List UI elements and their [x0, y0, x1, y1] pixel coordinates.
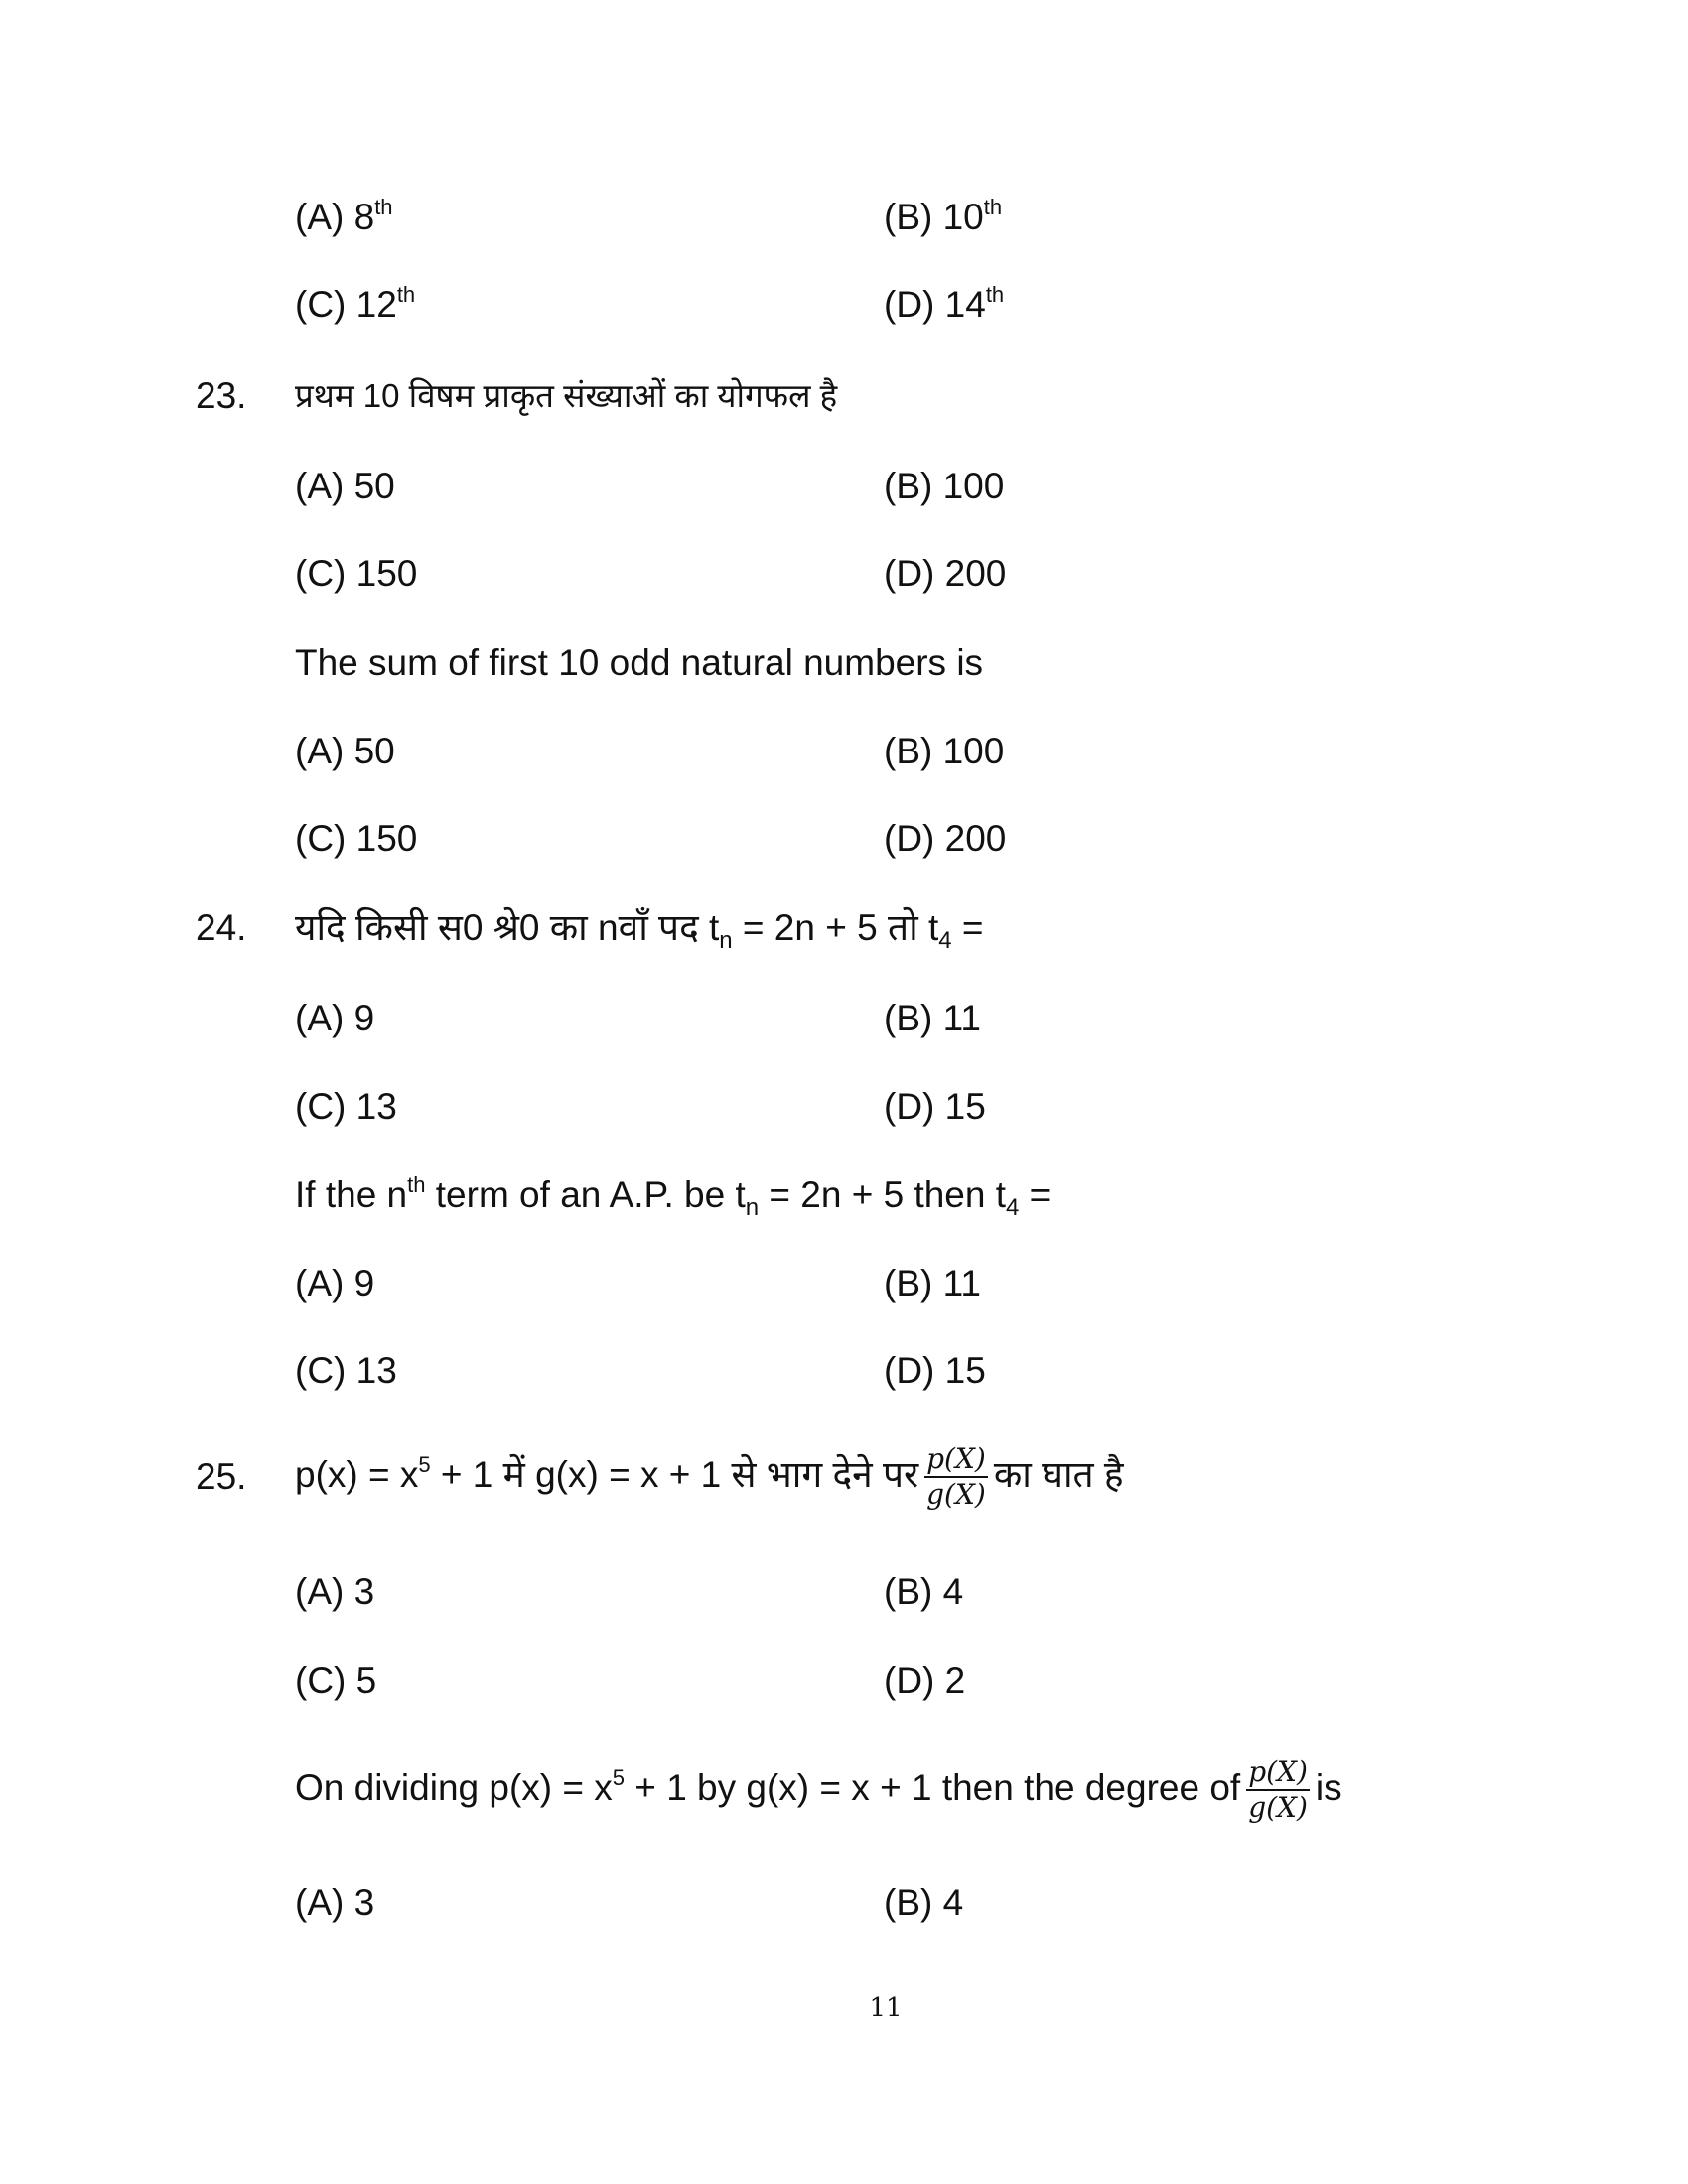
- superscript: 5: [418, 1452, 431, 1477]
- superscript: th: [407, 1172, 426, 1197]
- q24-en-option-b: (B) 11: [884, 1263, 982, 1303]
- q22-option-d: [884, 283, 1004, 327]
- fraction: [924, 1442, 988, 1512]
- q22-option-c: [295, 283, 415, 327]
- q24-number: 24.: [196, 907, 247, 948]
- fraction-denominator: g(X): [926, 1478, 986, 1512]
- q22-option-b: [884, 196, 1002, 239]
- option-text: (A) 8: [295, 197, 375, 237]
- q23-hi-option-b: (B) 100: [884, 466, 1005, 506]
- superscript: th: [374, 195, 393, 219]
- q23-en-option-c: (C) 150: [295, 818, 418, 859]
- q25-en-option-b: (B) 4: [884, 1882, 964, 1923]
- text: =: [951, 907, 984, 948]
- option-text: (B) 10: [884, 197, 984, 237]
- q24-en-option-a: (A) 9: [295, 1263, 375, 1303]
- text: यदि किसी स0 श्रे0 का nवाँ पद t: [295, 907, 720, 948]
- superscript: th: [396, 282, 416, 307]
- q23-en-option-a: (A) 50: [295, 731, 395, 771]
- q23-hi-option-c: (C) 150: [295, 553, 418, 594]
- q23-en-option-d: (D) 200: [884, 818, 1007, 859]
- subscript: 4: [1006, 1194, 1020, 1221]
- q23-english-question: The sum of first 10 odd natural numbers is: [295, 642, 984, 683]
- text: = 2n + 5 तो t: [732, 907, 939, 948]
- option-text: (D) 14: [884, 284, 986, 325]
- text: term of an A.P. be t: [425, 1174, 746, 1215]
- fraction-numerator: p(X): [1246, 1755, 1310, 1791]
- q25-hi-option-d: (D) 2: [884, 1660, 966, 1701]
- text: On dividing p(x) = x: [295, 1767, 613, 1808]
- text: + 1 में g(x) = x + 1 से भाग देने पर: [430, 1454, 919, 1495]
- q24-hi-option-a: (A) 9: [295, 998, 375, 1038]
- q24-en-option-d: (D) 15: [884, 1350, 986, 1391]
- superscript: th: [985, 282, 1005, 307]
- q24-english-question: [295, 1172, 1052, 1221]
- page-number: 11: [869, 1993, 903, 2023]
- q24-hindi-question: [295, 906, 984, 954]
- fraction-numerator: p(X): [924, 1442, 988, 1478]
- text: का घात है: [993, 1454, 1124, 1495]
- superscript: 5: [612, 1765, 626, 1790]
- fraction-denominator: g(X): [1248, 1791, 1308, 1825]
- subscript: n: [745, 1194, 760, 1221]
- q24-en-option-c: (C) 13: [295, 1350, 397, 1391]
- q25-hi-option-c: (C) 5: [295, 1660, 377, 1701]
- q23-hi-option-d: (D) 200: [884, 553, 1007, 594]
- q24-hi-option-d: (D) 15: [884, 1086, 986, 1127]
- text: =: [1019, 1174, 1052, 1215]
- q25-hi-option-b: (B) 4: [884, 1571, 964, 1612]
- option-text: (C) 12: [295, 284, 397, 325]
- q25-number: 25.: [196, 1456, 247, 1497]
- q25-en-option-a: (A) 3: [295, 1882, 375, 1923]
- text: is: [1315, 1767, 1342, 1808]
- subscript: 4: [938, 927, 952, 954]
- text: = 2n + 5 then t: [759, 1174, 1007, 1215]
- q24-hi-option-b: (B) 11: [884, 998, 982, 1038]
- q25-hi-option-a: (A) 3: [295, 1571, 375, 1612]
- text: p(x) = x: [295, 1454, 419, 1495]
- q23-hindi-question: प्रथम 10 विषम प्राकृत संख्याओं का योगफल है: [295, 377, 838, 414]
- text: If the n: [295, 1174, 408, 1215]
- q25-english-question: [295, 1742, 1342, 1834]
- q23-hi-option-a: (A) 50: [295, 466, 395, 506]
- subscript: n: [719, 927, 733, 954]
- q24-hi-option-c: (C) 13: [295, 1086, 397, 1127]
- fraction: [1246, 1755, 1310, 1825]
- q22-option-a: [295, 196, 393, 239]
- superscript: th: [983, 195, 1003, 219]
- q23-en-option-b: (B) 100: [884, 731, 1005, 771]
- q25-hindi-question: [295, 1430, 1124, 1521]
- text: + 1 by g(x) = x + 1 then the degree of: [625, 1767, 1241, 1808]
- q23-number: 23.: [196, 375, 247, 416]
